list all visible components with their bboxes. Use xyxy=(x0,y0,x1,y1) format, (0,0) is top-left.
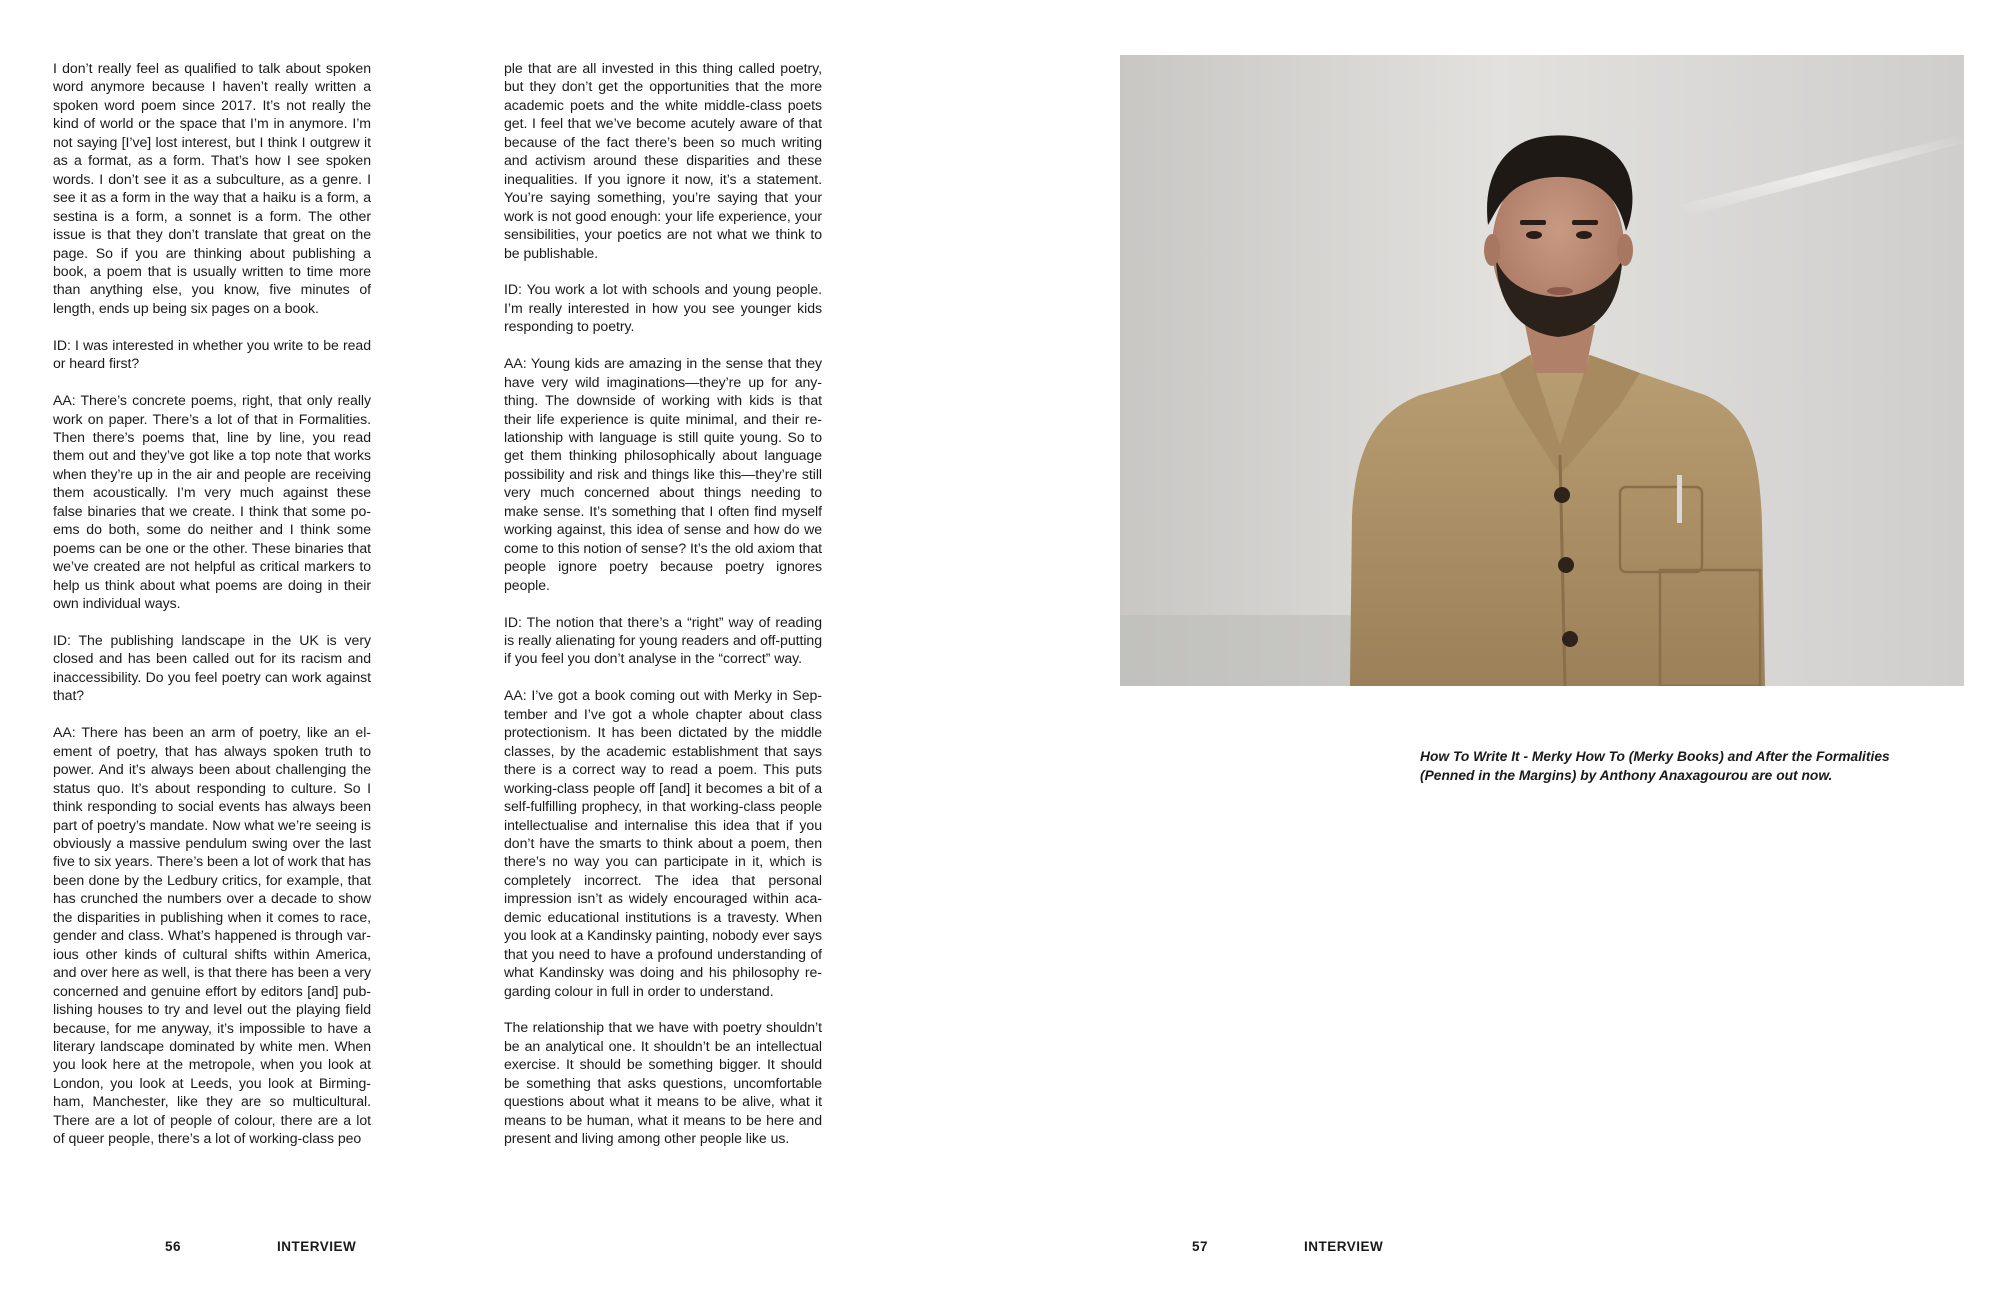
portrait-photo xyxy=(1120,55,1964,686)
page-number: 57 xyxy=(1192,1239,1209,1254)
page-number: 56 xyxy=(165,1239,182,1254)
paragraph: ID: You work a lot with schools and young people. I’m really interested in how you see younger kids responding to poetry. xyxy=(504,281,822,335)
paragraph: AA: There has been an arm of poetry, like an element of poetry, that has always spoken truth to power. And it’s always been about challenging the status quo. It’s about responding to culture. So I think responding to social events has always been part of poetry’s mandate. Now what we’re seeing is obviously a massive pendulum swing over the last five to six years. There’s been a lot of work that has been done by the Ledbury critics, for example, that has crunched the numbers over a decade to show the disparities in publishing when it comes to race, gender and class. What’s happened is through various other kinds of cultural shifts within America, and over here as well, is that there has been a very concerned and genuine effort by editors [and] publishing houses to try and level out the playing field because, for me anyway, it’s impossible to have a literary landscape dominated by white men. When you look here at the metropole, when you look at London, you look at Leeds, you look at Birmingham, Manchester, like they are so multicultural. There are a lot of people of colour, there are a lot of queer people, there’s a lot of working-class peo xyxy=(53,724,371,1147)
paragraph: ple that are all invested in this thing called poetry, but they don’t get the opportunities that the more academic poets and the white middle-class poets get. I feel that we’ve become acutely aware of that because of the fact there’s been so much writing and activism around these disparities and these inequalities. If you ignore it now, it’s a statement. You’re saying something, you’re saying that your work is not good enough: your life experience, your sensibilities, your poetics are not what we think to be publishable. xyxy=(504,60,822,261)
paragraph: AA: There’s concrete poems, right, that only really work on paper. There’s a lot of that in Formalities. Then there’s poems that, line by line, you read them out and they’ve got like a top note that works when they’re up in the air and people are receiving them acoustically. I’m very much against these false binaries that we create. I think that some poems do both, some do neither and I think some poems can be one or the other. These binaries that we’ve created are not helpful as critical markers to help us think about what poems are doing in their own individual ways. xyxy=(53,392,371,612)
paragraph: ID: The notion that there’s a “right” way of reading is really alienating for young readers and off-putting if you feel you don’t analyse in the “correct” way. xyxy=(504,613,822,667)
paragraph: AA: I’ve got a book coming out with Merky in September and I’ve got a whole chapter about class protectionism. It has been dictated by the middle classes, by the academic establishment that says there is a correct way to read a poem. This puts working-class people off [and] it becomes a bit of a self-fulfilling prophecy, in that working-class people intellectualise and internalise this idea that if you don’t have the smarts to think about a poem, then there’s no way you can participate in it, which is completely incorrect. The idea that personal impression isn’t as widely encouraged within academic educational institutions is a travesty. When you look at a Kandinsky painting, nobody ever says that you need to have a profound understanding of what Kandinsky was doing and his philosophy regarding colour in full in order to understand. xyxy=(504,687,822,999)
section-label: INTERVIEW xyxy=(277,1239,357,1254)
photo-caption: How To Write It - Merky How To (Merky Books) and After the Formalities (Penned in the Margins) by Anthony Anaxagourou are out now. xyxy=(1420,749,1890,783)
paragraph: ID: The publishing landscape in the UK is very closed and has been called out for its racism and inaccessibility. Do you feel poetry can work against that? xyxy=(53,632,371,704)
text-column-2 xyxy=(504,59,822,1148)
paragraph: ID: I was interested in whether you write to be read or heard first? xyxy=(53,336,371,372)
paragraph: The relationship that we have with poetry shouldn’t be an analytical one. It shouldn’t be an intellectual exercise. It should be something bigger. It should be something that asks questions, uncomfortable questions about what it means to be alive, what it means to be human, what it means to be here and present and living among other people like us. xyxy=(504,1019,822,1147)
section-label: INTERVIEW xyxy=(1304,1239,1384,1254)
paragraph: AA: Young kids are amazing in the sense that they have very wild imaginations—they’re up for anything. The downside of working with kids is that their life experience is quite minimal, and their relationship with language is still quite young. So to get them thinking philosophically about language possibility and risk and things like this—they’re still very much concerned about things needing to make sense. It’s something that I often find myself working against, this idea of sense and how do we come to this notion of sense? It’s the old axiom that people ignore poetry because poetry ignores people. xyxy=(504,355,822,593)
text-column-1 xyxy=(53,59,371,1148)
paragraph: I don’t really feel as qualified to talk about spoken word anymore because I haven’t really written a spoken word poem since 2017. It’s not really the kind of world or the space that I’m in anymore. I’m not saying [I’ve] lost interest, but I think I outgrew it as a format, as a form. That’s how I see spoken words. I don’t see it as a subculture, as a genre. I see it as a form in the way that a haiku is a form, a sestina is a form, a sonnet is a form. The other issue is that they don’t translate that great on the page. So if you are thinking about publishing a book, a poem that is usually written to time more than anything else, you know, five minutes of length, ends up being six pages on a book. xyxy=(53,60,371,316)
